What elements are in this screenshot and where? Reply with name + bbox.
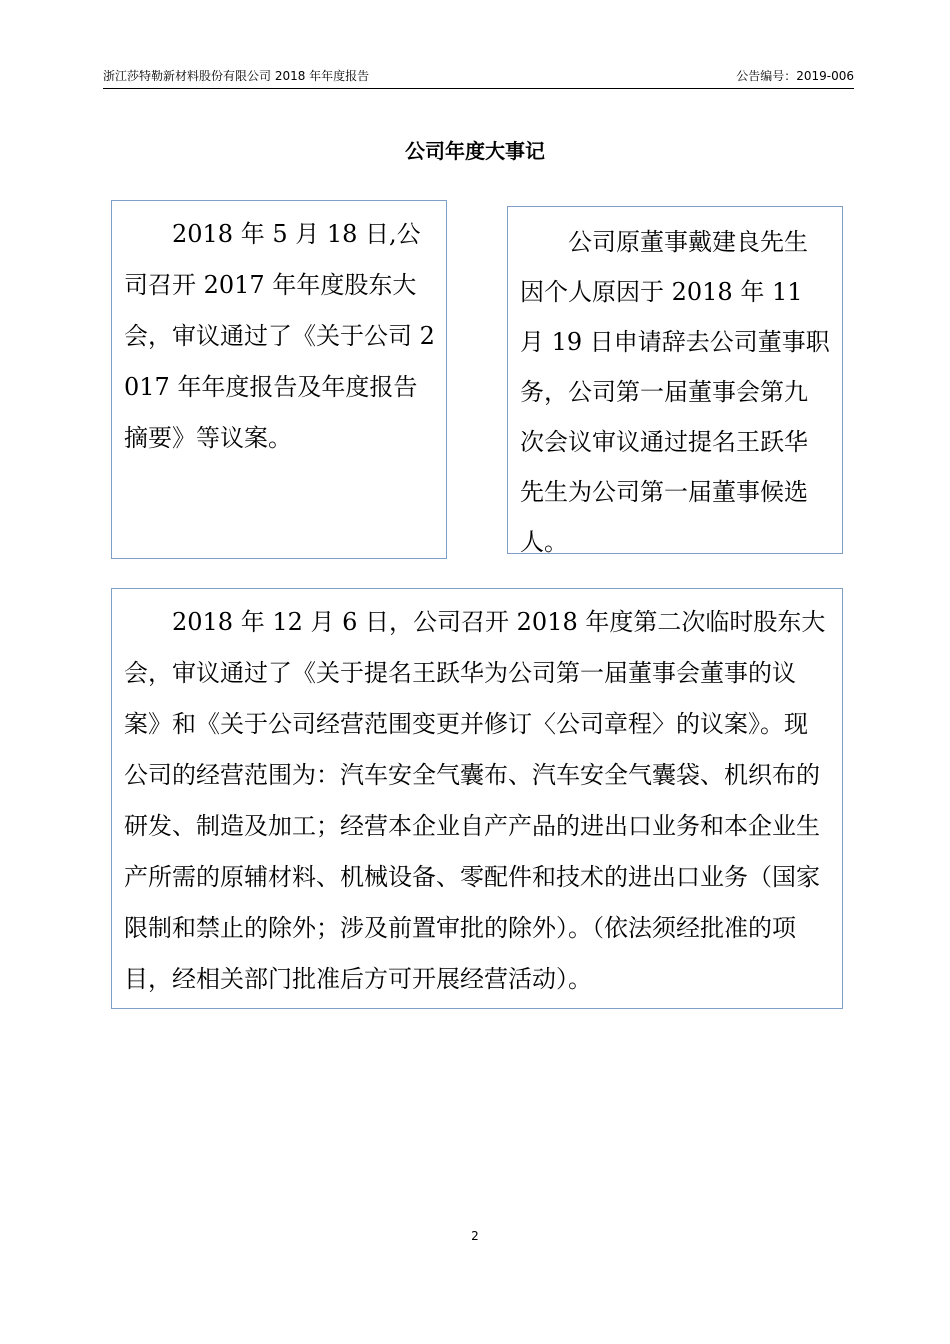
event-box-agm-2017 — [111, 200, 447, 559]
event-box-director-resignation — [507, 206, 843, 554]
event-box-egm-2018 — [111, 588, 843, 1009]
event-text: 2018 年 12 月 6 日，公司召开 2018 年度第二次临时股东大会，审议通过了《关于提名王跃华为公司第一届董事会董事的议案》和《关于公司经营范围变更并修订〈公司章程〉的议案》。现公司的经营范围为：汽车安全气囊布、汽车安全气囊袋、机织布的研发、制造及加工；经营本企业自产产品的进出口业务和本企业生产所需的原辅材料、机械设备、零配件和技术的进出口业务（国家限制和禁止的除外；涉及前置审批的除外）。（依法须经批准的项目，经相关部门批准后方可开展经营活动）。 — [124, 608, 826, 993]
page-number: 2 — [471, 1229, 479, 1243]
page-header — [103, 66, 854, 89]
event-text: 公司原董事戴建良先生因个人原因于 2018 年 11 月 19 日申请辞去公司董事职务，公司第一届董事会第九次会议审议通过提名王跃华先生为公司第一届董事候选人。 — [520, 228, 830, 556]
header-report-title: 浙江莎特勒新材料股份有限公司 2018 年年度报告 — [103, 69, 370, 83]
page-title: 公司年度大事记 — [405, 139, 545, 163]
header-announcement-number: 公告编号：2019-006 — [736, 69, 854, 83]
event-text: 2018 年 5 月 18 日,公司召开 2017 年年度股东大会，审议通过了《关于公司 2017 年年度报告及年度报告摘要》等议案。 — [124, 220, 435, 452]
